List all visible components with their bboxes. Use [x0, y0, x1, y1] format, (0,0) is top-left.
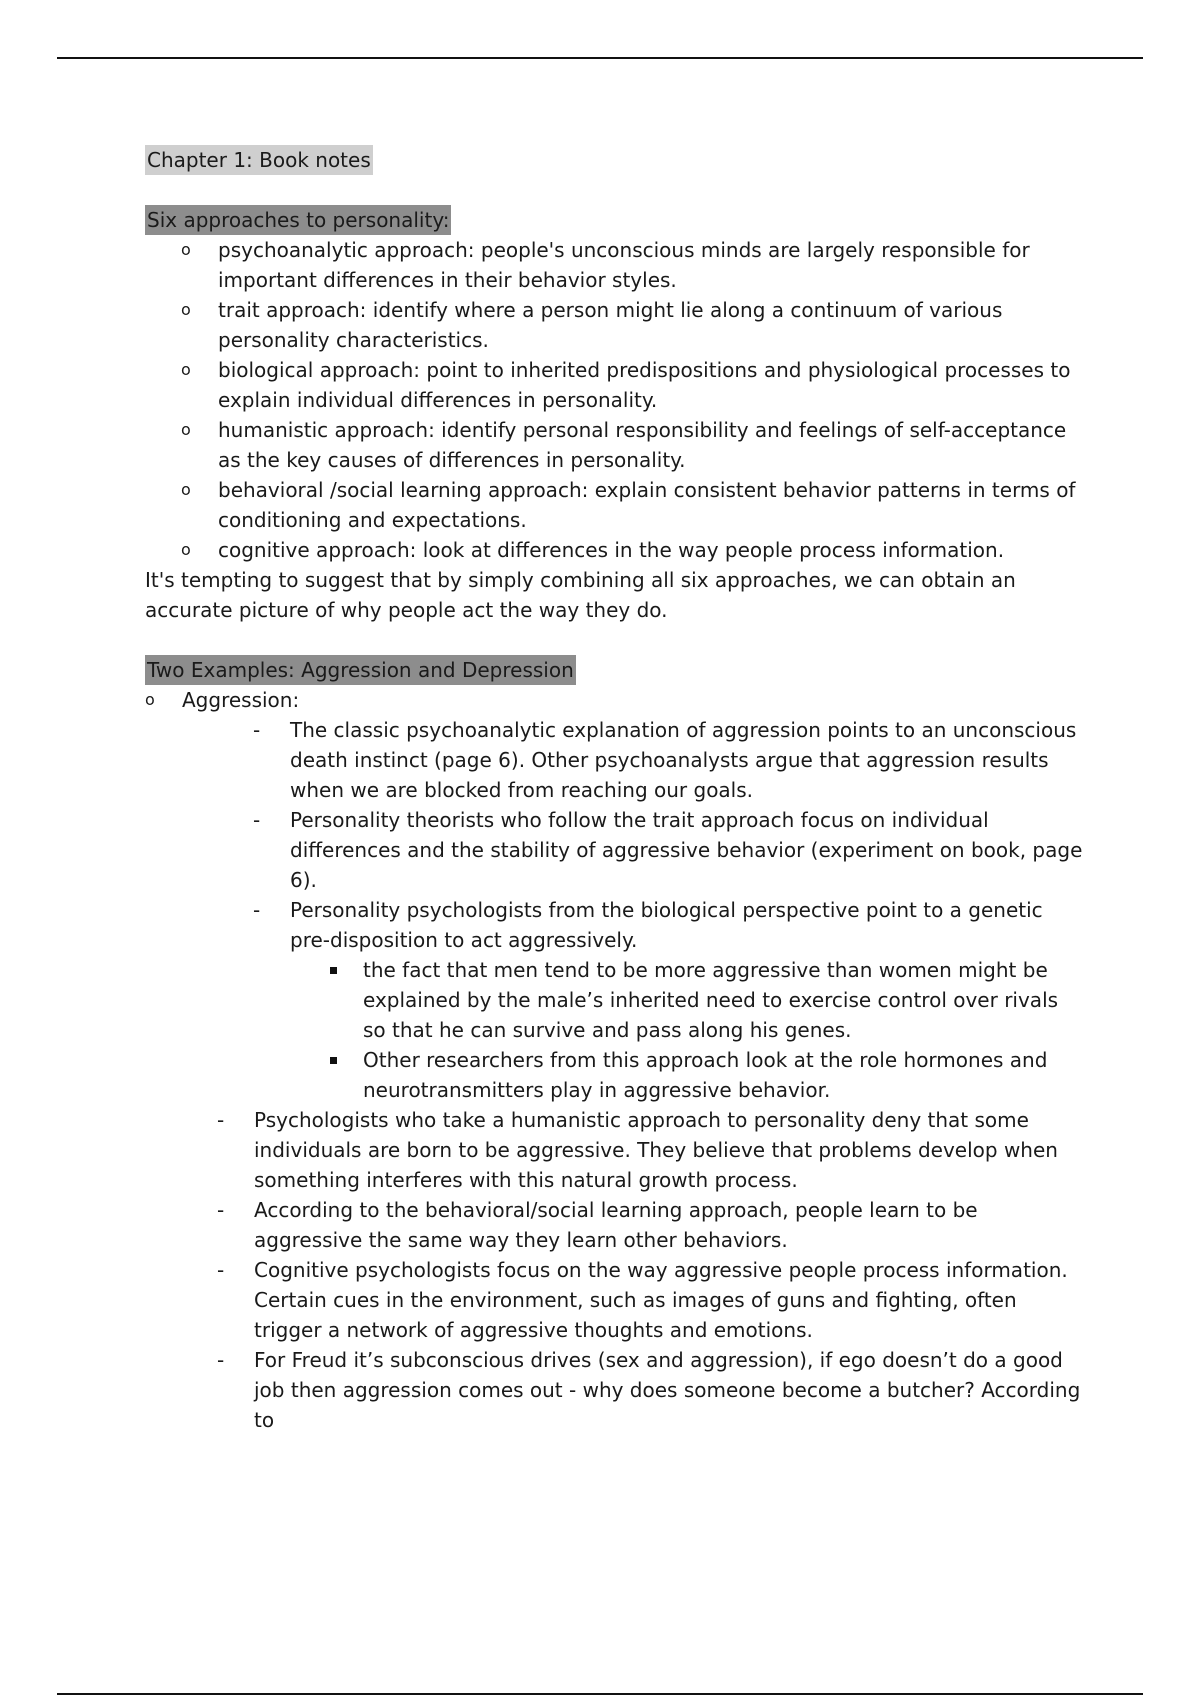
- list-item: [217, 1255, 1085, 1345]
- dash-bullet-icon: -: [217, 1258, 225, 1282]
- circle-bullet-icon: o: [181, 300, 191, 319]
- subpoint-text: Other researchers from this approach look at the role hormones and neurotransmitters play in aggressive behavior.: [363, 1048, 1048, 1102]
- circle-bullet-icon: o: [181, 240, 191, 259]
- bottom-rule: [57, 1693, 1143, 1695]
- two-examples-heading: [145, 655, 1085, 685]
- square-bullet-icon: [330, 967, 337, 974]
- list-item: [181, 475, 1085, 535]
- aggression-point-text: Cognitive psychologists focus on the way aggressive people process information. Certain cues in the environment, such as images of guns and fighting, often trigger a network of aggressive thoughts and emotions.: [254, 1258, 1068, 1342]
- summary-paragraph: It's tempting to suggest that by simply combining all six approaches, we can obtain an accurate picture of why people act the way they do.: [145, 568, 1016, 622]
- aggression-point-text: Psychologists who take a humanistic approach to personality deny that some individuals are born to be aggressive. They believe that problems develop when something interferes with this natural growth process.: [254, 1108, 1058, 1192]
- dash-bullet-icon: -: [253, 898, 261, 922]
- list-item: [253, 895, 1085, 1105]
- aggression-point-text: For Freud it’s subconscious drives (sex and aggression), if ego doesn’t do a good job then aggression comes out - why does someone become a butcher? According to: [254, 1348, 1081, 1432]
- circle-bullet-icon: o: [181, 540, 191, 559]
- six-approaches-heading: [145, 205, 1085, 235]
- dash-bullet-icon: -: [217, 1198, 225, 1222]
- spacer: [145, 625, 1085, 655]
- approach-text: biological approach: point to inherited predispositions and physiological processes to explain individual differences in personality.: [218, 358, 1071, 412]
- list-item: [253, 715, 1085, 805]
- top-rule: [57, 57, 1143, 59]
- circle-bullet-icon: o: [145, 690, 155, 709]
- list-item: [181, 295, 1085, 355]
- aggression-item: [145, 685, 1085, 715]
- approach-text: cognitive approach: look at differences in the way people process information.: [218, 538, 1005, 562]
- biological-subpoints-list: [290, 955, 1085, 1105]
- approach-text: trait approach: identify where a person might lie along a continuum of various personality characteristics.: [218, 298, 1003, 352]
- aggression-point-text: According to the behavioral/social learning approach, people learn to be aggressive the same way they learn other behaviors.: [254, 1198, 978, 1252]
- subpoint-text: the fact that men tend to be more aggressive than women might be explained by the male’s inherited need to exercise control over rivals so that he can survive and pass along his genes.: [363, 958, 1059, 1042]
- aggression-point-text: The classic psychoanalytic explanation of aggression points to an unconscious death instinct (page 6). Other psychoanalysts argue that aggression results when we are blocked from reaching our goals.: [290, 718, 1077, 802]
- list-item: [363, 955, 1085, 1045]
- aggression-deep-list: [145, 715, 1085, 1105]
- list-item: [363, 1045, 1085, 1105]
- dash-bullet-icon: -: [253, 808, 261, 832]
- list-item: [217, 1105, 1085, 1195]
- list-item: [217, 1195, 1085, 1255]
- approach-text: behavioral /social learning approach: explain consistent behavior patterns in terms of conditioning and expectations.: [218, 478, 1076, 532]
- list-item: [253, 805, 1085, 895]
- list-item: [181, 535, 1085, 565]
- aggression-label: Aggression:: [182, 688, 300, 712]
- dash-bullet-icon: -: [217, 1108, 225, 1132]
- aggression-list: [145, 1105, 1085, 1435]
- list-item: [181, 415, 1085, 475]
- chapter-heading: [145, 145, 1085, 175]
- circle-bullet-icon: o: [181, 360, 191, 379]
- aggression-point-text: Personality psychologists from the biological perspective point to a genetic pre-disposition to act aggressively.: [290, 898, 1043, 952]
- aggression-point-text: Personality theorists who follow the trait approach focus on individual differences and the stability of aggressive behavior (experiment on book, page 6).: [290, 808, 1083, 892]
- spacer: [145, 175, 1085, 205]
- six-approaches-heading-text: Six approaches to personality:: [145, 205, 451, 235]
- list-item: [181, 355, 1085, 415]
- document-body: [145, 145, 1085, 1435]
- square-bullet-icon: [330, 1057, 337, 1064]
- circle-bullet-icon: o: [181, 420, 191, 439]
- dash-bullet-icon: -: [253, 718, 261, 742]
- dash-bullet-icon: -: [217, 1348, 225, 1372]
- approaches-list: [145, 235, 1085, 565]
- list-item: [181, 235, 1085, 295]
- two-examples-heading-text: Two Examples: Aggression and Depression: [145, 655, 576, 685]
- approach-text: psychoanalytic approach: people's unconscious minds are largely responsible for important differences in their behavior styles.: [218, 238, 1030, 292]
- list-item: [217, 1345, 1085, 1435]
- chapter-heading-text: Chapter 1: Book notes: [145, 145, 373, 175]
- circle-bullet-icon: o: [181, 480, 191, 499]
- approach-text: humanistic approach: identify personal responsibility and feelings of self-acceptance as the key causes of differences in personality.: [218, 418, 1067, 472]
